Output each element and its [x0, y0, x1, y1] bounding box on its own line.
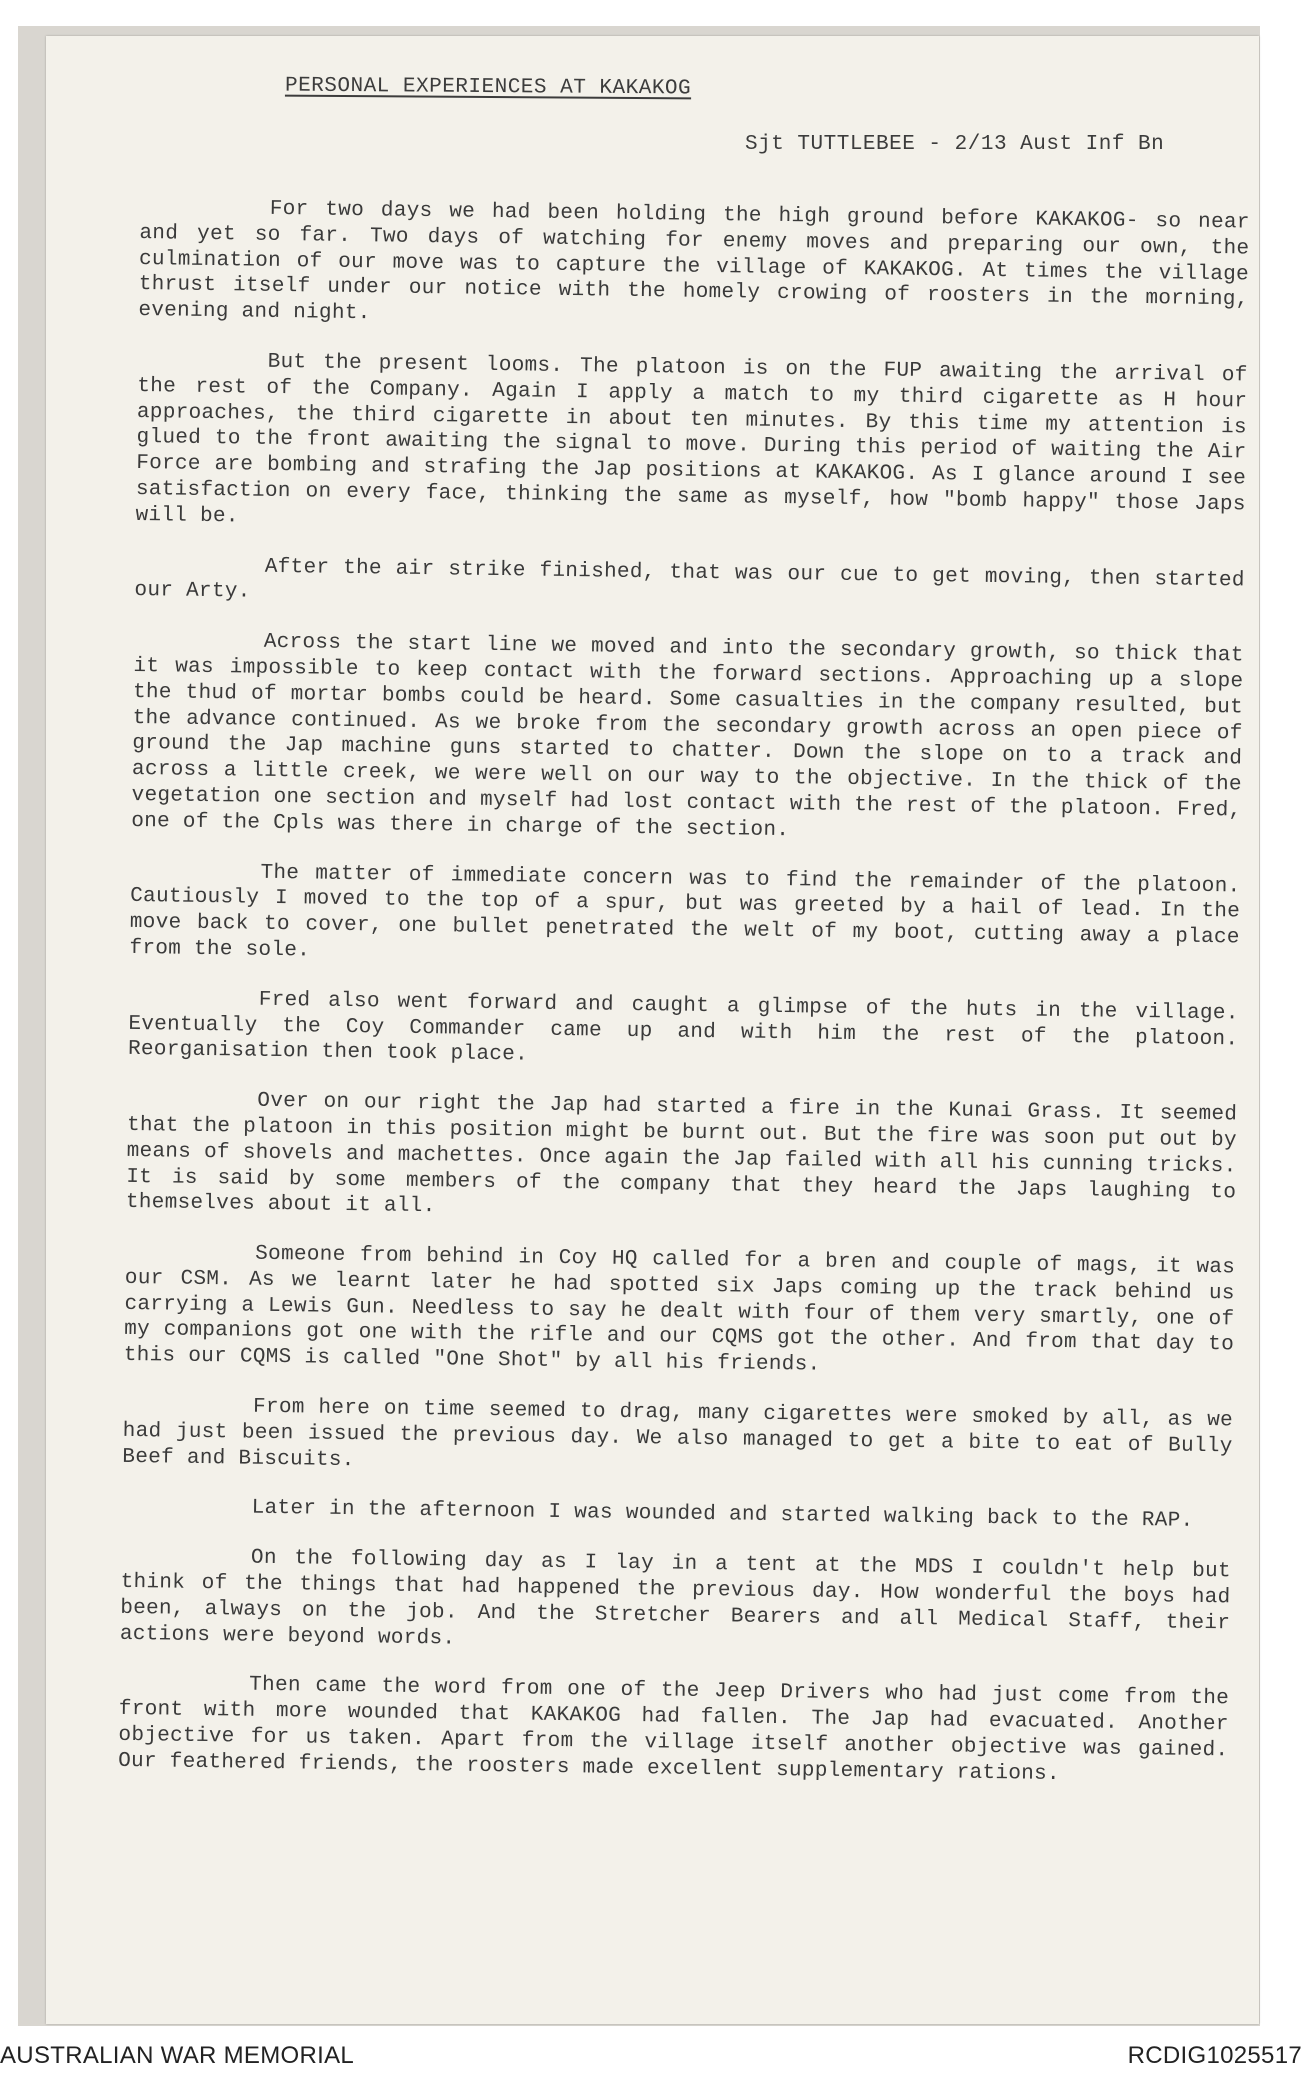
- paragraph-2: But the present looms. The platoon is on the FUP awaiting the arrival of the rest of the Company. Again I apply a match to my third cigarette as H hour approaches, the third cigarette in about ten minutes. By this time my attention is glued to the front awaiting the signal to move. During this period of waiting the Air Force are bombing and strafing the Jap positions at KAKAKOG. As I glance around I see satisfaction on every face, thinking the same as myself, how "bomb happy" those Japs will be.: [135, 350, 1248, 529]
- document-title: PERSONAL EXPERIENCES AT KAKAKOG: [284, 74, 692, 101]
- paragraph-10: Later in the afternoon I was wounded and started walking back to the RAP.: [251, 1497, 1194, 1534]
- paragraph-8: Someone from behind in Coy HQ called for a bren and couple of mags, it was our CSM. As we learnt later he had spotted six Japs coming up the track behind us carrying a Lewis Gun. Needless to say he dealt with four of them very smartly, one of my companions got one with the rifle and our CQMS got the other. And from that day to this our CQMS is called "One Shot" by all his friends.: [123, 1242, 1236, 1377]
- paragraph-9: From here on time seemed to drag, many cigarettes were smoked by all, as we had just been issued the previous day. We also managed to get a bite to eat of Bully Beef and Biscuits.: [122, 1395, 1234, 1472]
- record-id: RCDIG1025517: [1127, 2042, 1302, 2069]
- paragraph-12: Then came the word from one of the Jeep Drivers who had just come from the front with more wounded that KAKAKOG had fallen. The Jap had evacuated. Another objective for us taken. Apart from the village itself another objective was gained. Our feathered friends, the roosters made excellent supplementary rations.: [117, 1674, 1230, 1786]
- paragraph-6: Fred also went forward and caught a glimpse of the huts in the village. Eventually the Coy Commander came up and with him the rest of the platoon. Reorganisation then took place.: [127, 988, 1239, 1067]
- author-byline: Sjt TUTTLEBEE - 2/13 Aust Inf Bn: [745, 133, 1165, 156]
- paragraph-7: Over on our right the Jap had started a fire in the Kunai Grass. It seemed that the platoon in this position might be burnt out. But the fire was soon put out by means of shovels and machettes. Once again the Jap failed with all his cunning tricks. It is said by some members of the company that they heard the Japs laughing to themselves about it all.: [125, 1089, 1238, 1219]
- paragraph-11: On the following day as I lay in a tent at the MDS I couldn't help but think of the things that had happened the previous day. How wonderful the boys had been, always on the job. And the Stretcher Bearers and all Medical Staff, their actions were beyond words.: [119, 1546, 1232, 1651]
- institution-credit: AUSTRALIAN WAR MEMORIAL: [0, 2042, 355, 2069]
- document-body: [118, 195, 1250, 1814]
- paragraph-5: The matter of immediate concern was to find the remainder of the platoon. Cautiously I moved to the top of a spur, but was greeted by a hail of lead. In the move back to cover, one bullet penetrated the welt of my boot, cutting away a place from the sole.: [129, 861, 1241, 963]
- paragraph-3: After the air strike finished, that was our cue to get moving, then started our Arty.: [134, 555, 1245, 604]
- paragraph-4: Across the start line we moved and into the secondary growth, so thick that it was impossible to keep contact with the forward sections. Approaching up a slope the thud of mortar bombs could be heard. Some casualties in the company resulted, but the advance continued. As we broke from the secondary growth across an open piece of ground the Jap machine guns started to chatter. Down the slope on to a track and across a little creek, we were well on our way to the objective. In the thick of the vegetation one section and myself had lost contact with the rest of the platoon. Fred, one of the Cpls was there in charge of the section.: [131, 630, 1244, 842]
- paragraph-1: For two days we had been holding the high ground before KAKAKOG- so near and yet so far. Two days of watching for enemy moves and preparing our own, the culmination of our move was to capture the village of KAKAKOG. At times the village thrust itself under our notice with the homely crowing of roosters in the morning, evening and night.: [138, 197, 1250, 326]
